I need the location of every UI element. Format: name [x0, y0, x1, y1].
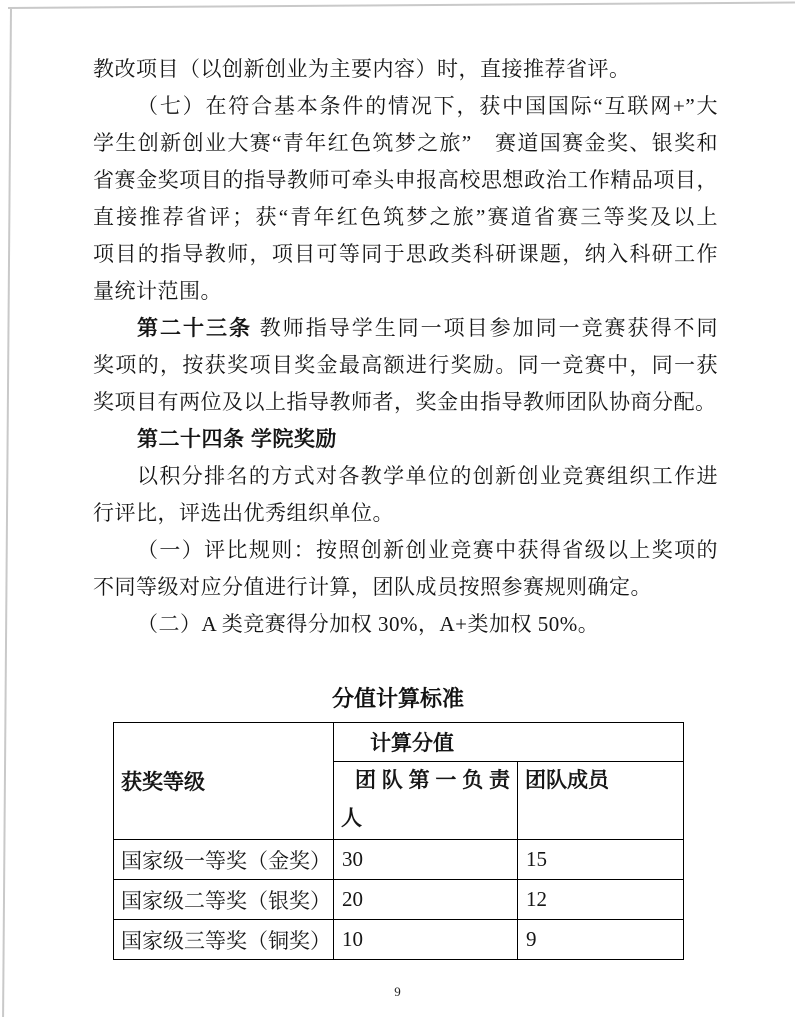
- team-leader-label-line2: 人: [341, 807, 362, 830]
- table-row: [114, 840, 684, 880]
- leader-score-cell: 10: [334, 920, 518, 960]
- text-segment: 不同等级对应分值进行计算，团队成员按照参赛规则确定。: [93, 575, 652, 599]
- team-leader-label-line1: 团队第一负责: [355, 769, 510, 792]
- text-line: [93, 606, 718, 643]
- col-header-award-level: 获奖等级: [114, 723, 334, 840]
- text-line: [93, 273, 718, 310]
- col-header-team-leader: [334, 762, 518, 840]
- group-header-score: 计算分值: [334, 723, 684, 762]
- text-segment: 奖项的，按获奖项目奖金最高额进行奖励。同一竞赛中，同一获: [93, 353, 718, 377]
- member-score-cell: 12: [518, 880, 684, 920]
- bold-text-segment: 第二十四条 学院奖励: [137, 428, 337, 451]
- text-line: [93, 384, 718, 421]
- page-number: 9: [394, 984, 401, 999]
- text-line: [93, 495, 718, 532]
- member-score-cell: 15: [518, 840, 684, 880]
- leader-score-cell: 30: [334, 840, 518, 880]
- text-line: [93, 421, 718, 458]
- leader-score-cell: 20: [334, 880, 518, 920]
- score-table-title: 分值计算标准: [331, 686, 464, 711]
- text-segment: 项目的指导教师，项目可等同于思政类科研课题，纳入科研工作: [93, 242, 718, 266]
- text-line: [93, 125, 718, 162]
- table-row: [114, 920, 684, 960]
- text-line: [93, 347, 718, 384]
- text-segment: 教师指导学生同一项目参加同一竞赛获得不同: [259, 316, 719, 340]
- text-segment: （二）A 类竞赛得分加权 30%，A+类加权 50%。: [137, 612, 600, 636]
- text-segment: （七）在符合基本条件的情况下，获中国国际“互联网+”大: [137, 94, 718, 118]
- text-segment: （一）评比规则：按照创新创业竞赛中获得省级以上奖项的: [137, 538, 718, 562]
- text-segment: 学生创新创业大赛“青年红色筑梦之旅” 赛道国赛金奖、银奖和: [93, 131, 718, 155]
- text-line: [93, 162, 718, 199]
- text-line: [93, 458, 718, 495]
- text-line: [93, 310, 718, 347]
- text-segment: 行评比，评选出优秀组织单位。: [93, 501, 394, 525]
- text-segment: 量统计范围。: [93, 279, 222, 303]
- text-segment: 奖项目有两位及以上指导教师者，奖金由指导教师团队协商分配。: [93, 390, 717, 414]
- bold-text-segment: 第二十三条: [137, 317, 260, 340]
- text-line: [93, 532, 718, 569]
- text-segment: 直接推荐省评；获“青年红色筑梦之旅”赛道省赛三等奖及以上: [93, 205, 718, 229]
- table-row: [114, 880, 684, 920]
- text-segment: 省赛金奖项目的指导教师可牵头申报高校思想政治工作精品项目，: [93, 168, 718, 192]
- award-level-cell: 国家级二等奖（银奖）: [114, 880, 334, 920]
- award-level-cell: 国家级一等奖（金奖）: [114, 840, 334, 880]
- table-header-row-group: [114, 723, 684, 762]
- text-line: [93, 236, 718, 273]
- text-line: [93, 51, 718, 88]
- text-segment: 以积分排名的方式对各教学单位的创新创业竞赛组织工作进: [137, 464, 718, 488]
- text-segment: 教改项目（以创新创业为主要内容）时，直接推荐省评。: [93, 57, 631, 81]
- text-line: [93, 88, 718, 125]
- col-header-team-member: 团队成员: [518, 762, 684, 840]
- member-score-cell: 9: [518, 920, 684, 960]
- text-line: [93, 199, 718, 236]
- award-level-cell: 国家级三等奖（铜奖）: [114, 920, 334, 960]
- score-table: [113, 722, 684, 960]
- text-line: [93, 569, 718, 606]
